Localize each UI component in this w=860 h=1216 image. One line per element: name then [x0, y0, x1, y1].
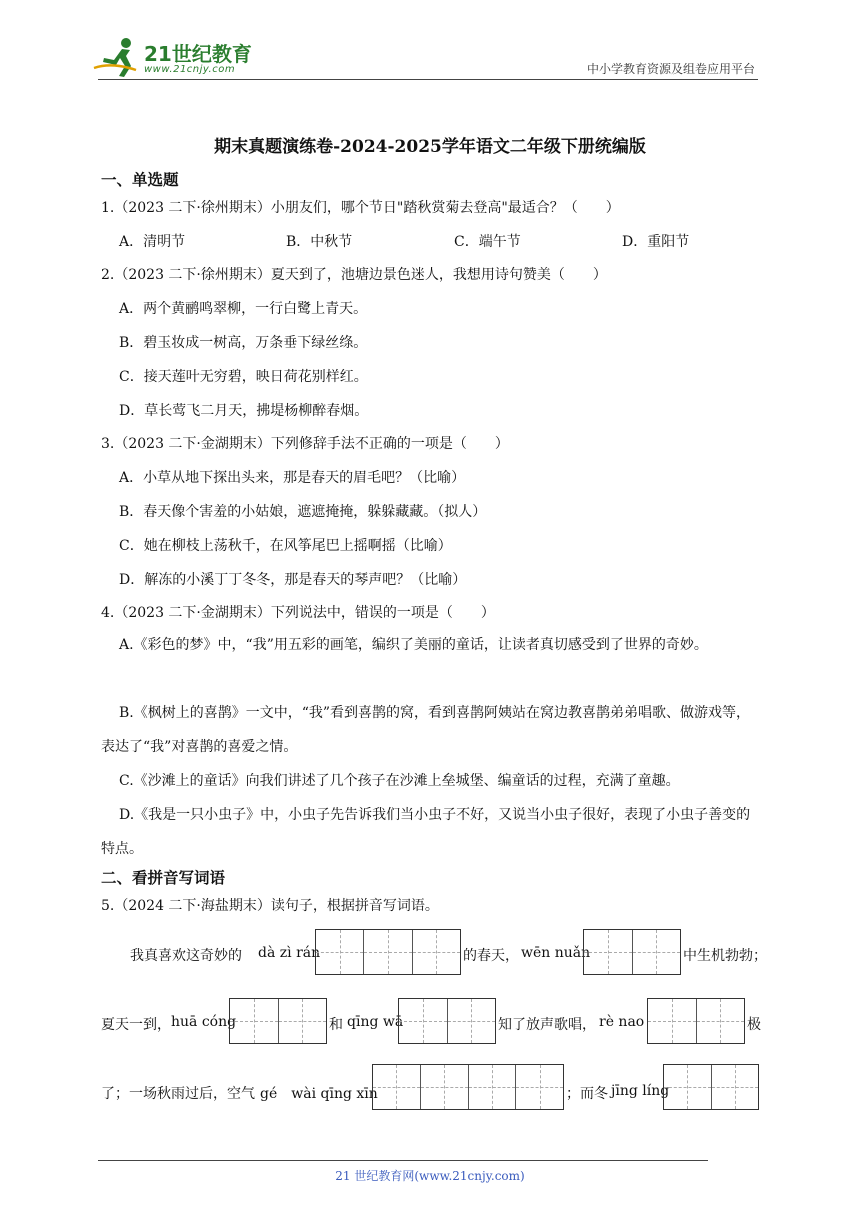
- question-stem: 1.（2023 二下·徐州期末）小朋友们，哪个节日"踏秋赏菊去登高"最适合？（ ）: [101, 200, 620, 216]
- sentence-text: 了；一场秋雨过后，空气: [101, 1086, 255, 1102]
- writing-grid[interactable]: [229, 998, 327, 1044]
- header-divider: [98, 79, 758, 80]
- option: A．两个黄鹂鸣翠柳，一行白鹭上青天。: [119, 301, 368, 317]
- option: A.《彩色的梦》中，“我”用五彩的画笔，编织了美丽的童话，让读者真切感受到了世界的奇妙。: [119, 637, 708, 653]
- sentence-text: ；而冬: [566, 1086, 608, 1102]
- sentence-text: 的春天，: [463, 948, 519, 964]
- writing-grid[interactable]: [372, 1064, 564, 1110]
- option: C．端午节: [454, 234, 521, 250]
- sentence-text: 我真喜欢这奇妙的: [130, 948, 242, 964]
- writing-grid[interactable]: [583, 929, 681, 975]
- option: C．她在柳枝上荡秋千，在风筝尾巴上摇啊摇（比喻）: [119, 538, 452, 554]
- footer-divider: [98, 1160, 708, 1161]
- option: D．解冻的小溪丁丁冬冬，那是春天的琴声吧？（比喻）: [119, 572, 467, 588]
- option: B．中秋节: [286, 234, 353, 250]
- logo-text: 21世纪教育: [144, 42, 252, 66]
- footer-link[interactable]: 21 世纪教育网(www.21cnjy.com): [335, 1169, 525, 1183]
- writing-grid[interactable]: [315, 929, 461, 975]
- option: D．重阳节: [622, 234, 690, 250]
- pinyin-label: rè nao: [599, 1014, 645, 1030]
- sentence-text: 中生机勃勃；: [683, 948, 767, 964]
- question-stem: 2.（2023 二下·徐州期末）夏天到了，池塘边景色迷人，我想用诗句赞美（ ）: [101, 267, 607, 283]
- question-stem: 5.（2024 二下·海盐期末）读句子，根据拼音写词语。: [101, 898, 439, 914]
- pinyin-label: dà zì rán: [258, 945, 321, 961]
- question-stem: 3.（2023 二下·金湖期末）下列修辞手法不正确的一项是（ ）: [101, 436, 509, 452]
- pinyin-label: qīng wā: [347, 1014, 404, 1030]
- option: A．清明节: [119, 234, 186, 250]
- page-title: 期末真题演练卷-2024-2025学年语文二年级下册统编版: [214, 137, 646, 157]
- sentence-text: 极: [747, 1017, 761, 1033]
- option: D．草长莺飞二月天，拂堤杨柳醉春烟。: [119, 403, 369, 419]
- pinyin-label: huā cóng: [171, 1014, 237, 1030]
- pinyin-label: gé wài qīng xīn: [260, 1086, 378, 1102]
- option: B.《枫树上的喜鹊》一文中，“我”看到喜鹊的窝，看到喜鹊阿姨站在窝边教喜鹊弟弟唱歌、做游戏等，表达了“我”对喜鹊的喜爱之情。: [101, 705, 751, 755]
- section-heading: 一、单选题: [101, 170, 179, 189]
- runner-logo-icon: [92, 36, 142, 78]
- pinyin-label: jīng líng: [611, 1083, 670, 1099]
- sentence-text: 知了放声歌唱，: [498, 1017, 596, 1033]
- writing-grid[interactable]: [647, 998, 745, 1044]
- writing-grid[interactable]: [398, 998, 496, 1044]
- option: C.《沙滩上的童话》向我们讲述了几个孩子在沙滩上垒城堡、编童话的过程，充满了童趣。: [119, 773, 680, 789]
- option: B．春天像个害羞的小姑娘，遮遮掩掩，躲躲藏藏。（拟人）: [119, 504, 487, 520]
- platform-label: 中小学教育资源及组卷应用平台: [586, 62, 755, 76]
- sentence-text: 和: [329, 1017, 343, 1033]
- option: D.《我是一只小虫子》中，小虫子先告诉我们当小虫子不好，又说当小虫子很好，表现了小虫子善变的特点。: [101, 807, 751, 857]
- sentence-text: 夏天一到，: [101, 1017, 171, 1033]
- option: B．碧玉妆成一树高，万条垂下绿丝绦。: [119, 335, 368, 351]
- question-stem: 4.（2023 二下·金湖期末）下列说法中，错误的一项是（ ）: [101, 605, 495, 621]
- option: C．接天莲叶无穷碧，映日荷花别样红。: [119, 369, 368, 385]
- writing-grid[interactable]: [663, 1064, 759, 1110]
- option: A．小草从地下探出头来，那是春天的眉毛吧？（比喻）: [119, 470, 466, 486]
- pinyin-label: wēn nuǎn: [521, 945, 591, 961]
- section-heading: 二、看拼音写词语: [101, 868, 226, 887]
- logo-url: www.21cnjy.com: [144, 64, 236, 75]
- logo: [92, 34, 262, 82]
